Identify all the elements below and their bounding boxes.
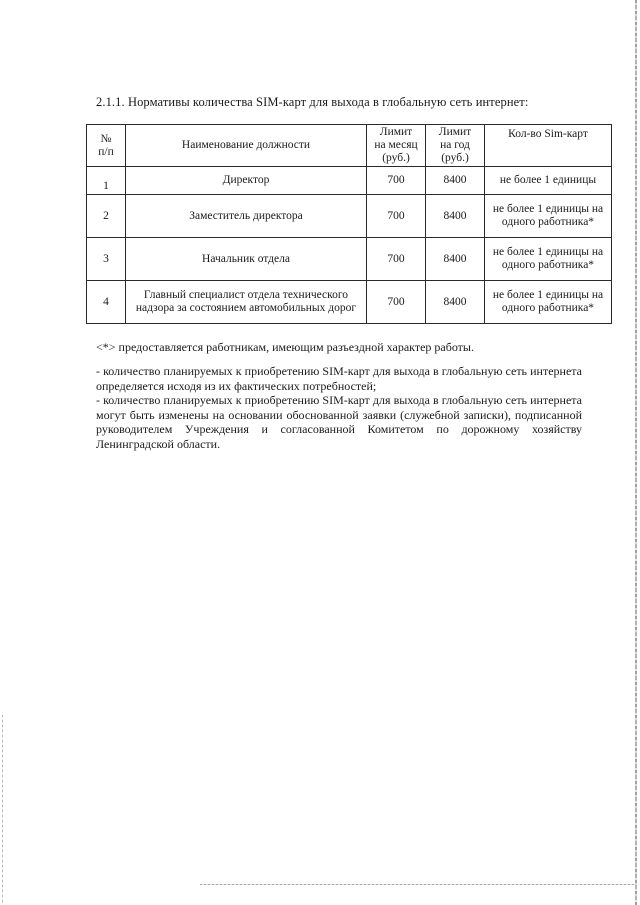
section-heading: 2.1.1. Нормативы количества SIM-карт для выхода в глобальную сеть интернет: — [96, 95, 529, 109]
row-cards: не более 1 единицы на одного работника* — [485, 238, 612, 281]
notes-block — [96, 364, 582, 451]
row-num: 4 — [87, 281, 126, 324]
header-month-limit: Лимит на месяц (руб.) — [367, 125, 426, 167]
row-position: Заместитель директора — [126, 195, 367, 238]
sim-norms-table — [86, 124, 612, 324]
row-month-limit: 700 — [367, 281, 426, 324]
row-month-limit: 700 — [367, 195, 426, 238]
row-year-limit: 8400 — [426, 238, 485, 281]
table-row — [87, 281, 612, 324]
header-position: Наименование должности — [126, 125, 367, 167]
row-position: Главный специалист отдела технического надзора за состоянием автомобильных дорог — [126, 281, 367, 324]
row-year-limit: 8400 — [426, 167, 485, 195]
row-num: 1 — [87, 167, 126, 195]
scan-edge-left — [2, 715, 3, 905]
row-position: Начальник отдела — [126, 238, 367, 281]
row-year-limit: 8400 — [426, 281, 485, 324]
table-row — [87, 167, 612, 195]
row-cards: не более 1 единицы на одного работника* — [485, 281, 612, 324]
header-num: № п/п — [87, 125, 126, 167]
footnote: <*> предоставляется работникам, имеющим разъездной характер работы. — [96, 340, 474, 354]
table-header-row — [87, 125, 612, 167]
header-cards: Кол-во Sim-карт — [485, 125, 612, 167]
note-paragraph: - количество планируемых к приобретению SIM-карт для выхода в глобальную сеть интернета могут быть изменены на основании обоснованной заявки (служебной записки), подписанной руководителем Учреждения и согласованной Комитетом по дорожному хозяйству Ленинградской области. — [96, 393, 582, 451]
row-cards: не более 1 единицы — [485, 167, 612, 195]
scan-edge-right — [635, 0, 637, 905]
note-paragraph: - количество планируемых к приобретению SIM-карт для выхода в глобальную сеть интернета определяется исходя из их фактических потребностей; — [96, 364, 582, 393]
row-year-limit: 8400 — [426, 195, 485, 238]
row-month-limit: 700 — [367, 238, 426, 281]
row-month-limit: 700 — [367, 167, 426, 195]
header-year-limit: Лимит на год (руб.) — [426, 125, 485, 167]
table-row — [87, 195, 612, 238]
row-num: 3 — [87, 238, 126, 281]
scan-edge-bottom — [200, 884, 635, 885]
row-cards: не более 1 единицы на одного работника* — [485, 195, 612, 238]
row-num: 2 — [87, 195, 126, 238]
row-position: Директор — [126, 167, 367, 195]
table-row — [87, 238, 612, 281]
